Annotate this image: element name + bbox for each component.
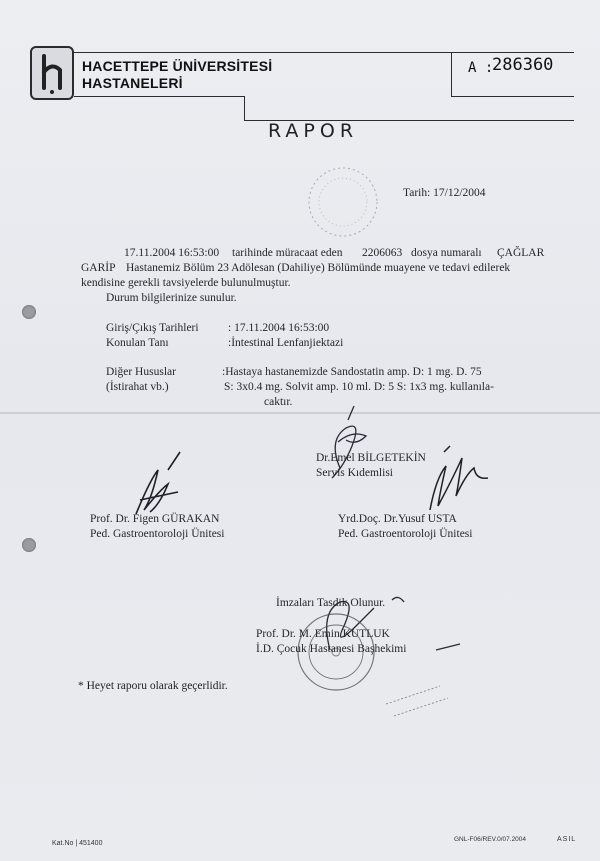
institution-line1: HACETTEPE ÜNİVERSİTESİ [82, 58, 273, 74]
right-signer-name: Yrd.Doç. Dr.Yusuf USTA [338, 513, 457, 525]
other-label: Diğer Hususlar [106, 366, 176, 378]
other-sublabel: (İstirahat vb.) [106, 381, 169, 393]
chief-name: Dr.Emel BİLGETEKİN [316, 452, 426, 464]
oblique-stamp-icon [386, 686, 448, 716]
other-value-line2: S: 3x0.4 mg. Solvit amp. 10 ml. D: 5 S: 1x3 mg. kullanıla- [224, 381, 494, 393]
body-line2: Hastanemiz Bölüm 23 Adölesan (Dahiliye) Bölümünde muayene ve tedavi edilerek [126, 262, 511, 274]
left-signer-name: Prof. Dr. Figen GÜRAKAN [90, 513, 220, 525]
serial-prefix: A : [468, 60, 494, 76]
other-value-line1: :Hastaya hastanemizde Sandostatin amp. D: 1 mg. D. 75 [222, 366, 482, 378]
body-line4: Durum bilgilerinize sunulur. [106, 292, 237, 304]
patient-first-name: ÇAĞLAR [497, 247, 545, 259]
left-signer-unit: Ped. Gastroentoroloji Ünitesi [90, 528, 225, 540]
other-value-line3: caktır. [264, 396, 293, 408]
document-title: RAPOR [268, 120, 359, 142]
institution-line2: HASTANELERİ [82, 75, 183, 91]
approval-line2: Prof. Dr. M. Emin KUTLUK [256, 628, 390, 640]
serial-number: 286360 [492, 55, 554, 75]
report-date: Tarih: 17/12/2004 [403, 187, 486, 199]
footer-asil: ASIL [557, 836, 577, 843]
footer-form-code: GNL-F06/REV.0/07.2004 [454, 836, 527, 843]
patient-last-name: GARİP [81, 262, 116, 274]
body-file-no: 2206063 [362, 247, 403, 259]
diagnosis-value: :İntestinal Lenfanjiektazi [228, 337, 344, 349]
footer-catalog-no: Kat.No | 451400 [52, 840, 103, 847]
entry-value: : 17.11.2004 16:53:00 [228, 322, 330, 334]
approval-line3: İ.D. Çocuk Hastanesi Başhekimi [256, 643, 407, 655]
diagnosis-label: Konulan Tanı [106, 337, 169, 349]
entry-label: Giriş/Çıkış Tarihleri [106, 322, 199, 334]
body-datetime: 17.11.2004 16:53:00 [124, 247, 220, 259]
footnote: * Heyet raporu olarak geçerlidir. [78, 680, 228, 692]
body-line3: kendisine gerekli tavsiyelerde bulunulmuştur. [81, 277, 291, 289]
chief-title: Servis Kıdemlisi [316, 467, 393, 479]
signature-right [430, 446, 488, 510]
signature-left [136, 452, 180, 514]
body-text-b: dosya numaralı [411, 247, 482, 259]
body-text-a: tarihinde müracaat eden [232, 247, 343, 259]
right-signer-unit: Ped. Gastroentoroloji Ünitesi [338, 528, 473, 540]
approval-line1: İmzaları Tasdik Olunur. [276, 597, 386, 609]
